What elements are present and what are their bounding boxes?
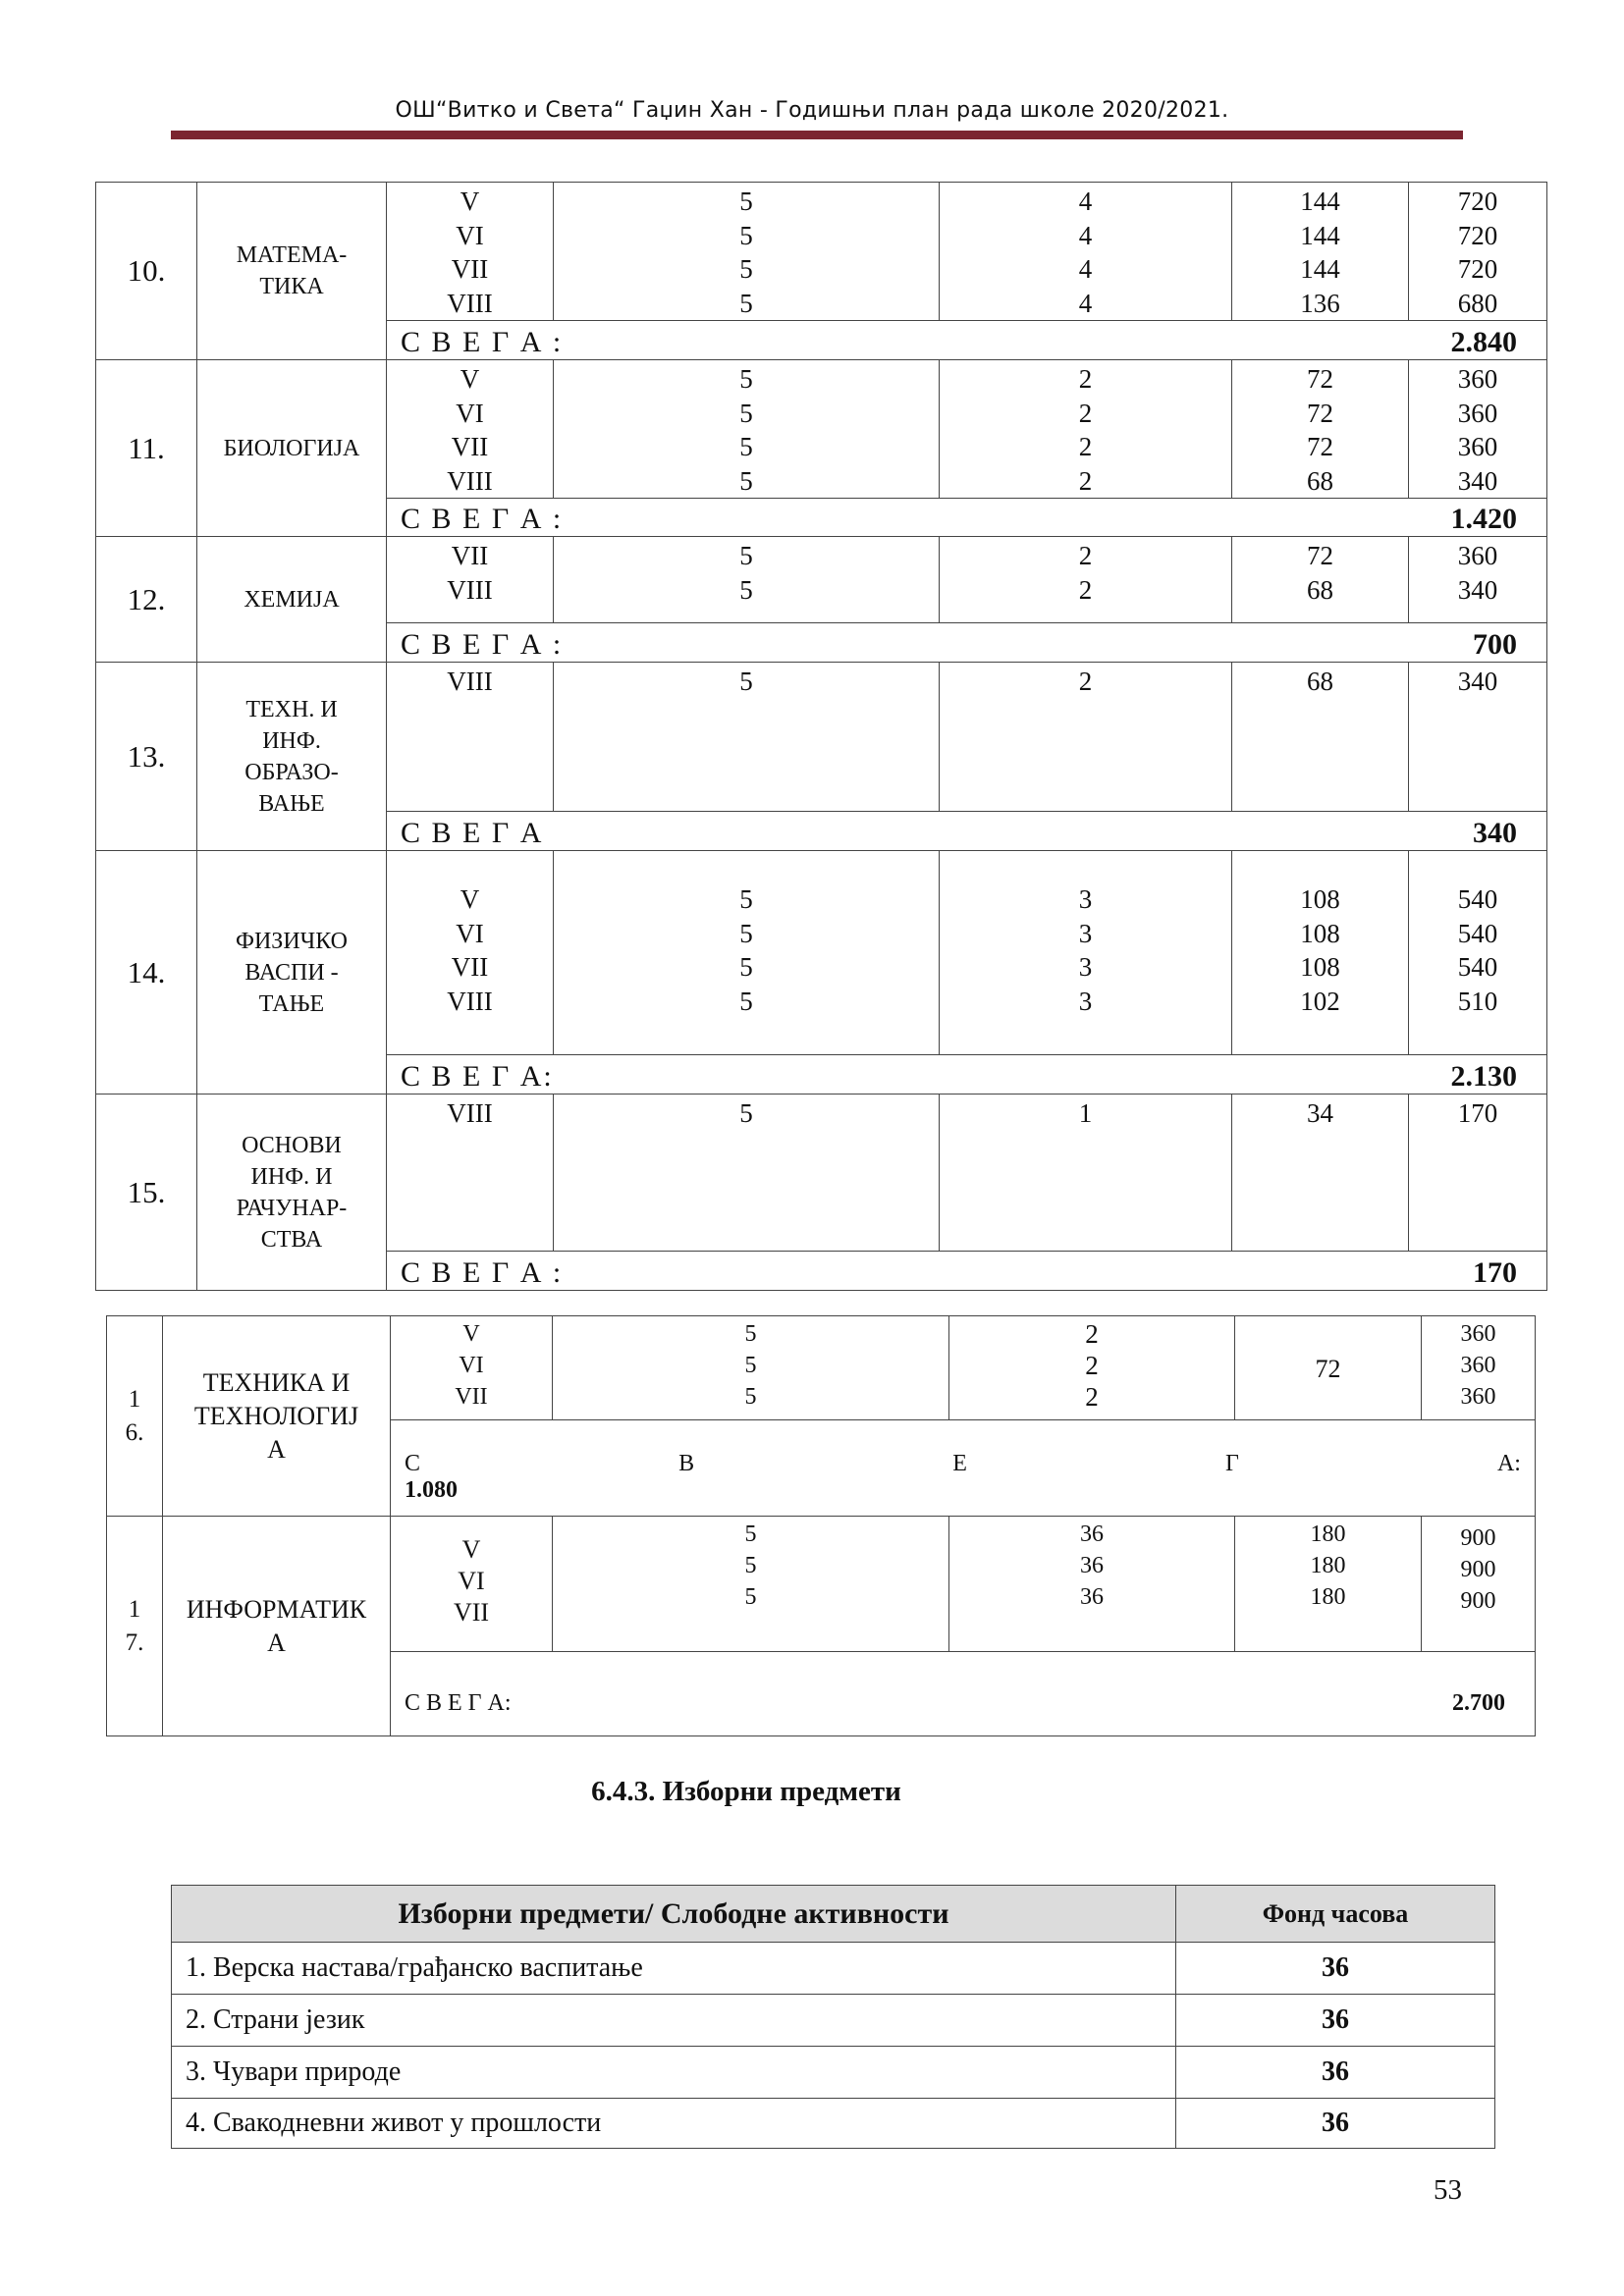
subject-row: [96, 1095, 1547, 1252]
subject-row: [96, 851, 1547, 1055]
total-label: С В Е Г А :: [401, 628, 564, 661]
col-a-value: 5: [739, 918, 753, 948]
col-a-value: 5: [739, 574, 753, 605]
col-c-value: 68: [1307, 465, 1333, 496]
subject-row: [96, 183, 1547, 321]
subject-name-line: СТВА: [260, 1226, 323, 1253]
subject-name-line: ТАЊЕ: [258, 990, 325, 1017]
subject-number-line: 7.: [125, 1629, 144, 1656]
col-d-cell: [1409, 183, 1547, 321]
grades-cell: [387, 360, 554, 499]
grades-cell: [391, 1316, 553, 1420]
subject-total: [387, 321, 1547, 360]
col-a-value: 5: [739, 986, 753, 1016]
col-d-cell: [1409, 360, 1547, 499]
total-letter: В: [678, 1450, 695, 1476]
grade: V: [461, 1535, 481, 1564]
subject-name-line: ИНФОРМАТИК: [186, 1594, 367, 1624]
col-d-value: 360: [1460, 1384, 1496, 1410]
subject-number: 14.: [96, 851, 197, 1095]
total-label: С В Е Г А :: [401, 1256, 564, 1289]
subject-name-line: ХЕМИЈА: [244, 586, 340, 613]
total-value: 700: [1473, 628, 1517, 661]
col-b-value: 36: [1080, 1522, 1104, 1547]
subject-number: 10.: [96, 183, 197, 360]
electives-table: [171, 1885, 1495, 2149]
col-b-value: 3: [1078, 952, 1093, 982]
col-c-value: 136: [1300, 288, 1340, 318]
subject-total: [387, 623, 1547, 663]
col-a-value: 5: [739, 1098, 753, 1128]
col-a-value: 5: [739, 187, 753, 216]
col-d-value: 540: [1457, 884, 1498, 914]
subject-total: [387, 1055, 1547, 1095]
col-d-value: 540: [1457, 952, 1498, 982]
total-label: С В Е Г А :: [401, 503, 564, 535]
col-d-value: 170: [1457, 1098, 1498, 1128]
col-c-value: 102: [1300, 986, 1340, 1016]
col-a-value: 5: [739, 398, 753, 428]
col-d-value: 720: [1457, 254, 1498, 284]
col-a-cell: [553, 1316, 949, 1420]
col-d-value: 360: [1457, 432, 1498, 461]
col-b-cell: [949, 1316, 1235, 1420]
elective-hours: 36: [1176, 2099, 1495, 2149]
grade: VI: [456, 220, 484, 250]
subject-name-line: ИНФ.: [262, 727, 321, 754]
col-d-cell: [1409, 851, 1547, 1055]
grade: VIII: [447, 574, 493, 605]
grade: VI: [456, 398, 484, 428]
total-value: 2.840: [1450, 326, 1517, 358]
subjects-table: [95, 182, 1547, 1291]
subject-row: [107, 1316, 1536, 1420]
col-c-value: 180: [1310, 1522, 1346, 1547]
electives-header-name: Изборни предмети/ Слободне активности: [172, 1886, 1176, 1943]
col-c-value: 68: [1307, 667, 1333, 696]
col-a-value: 5: [739, 952, 753, 982]
elective-row: [172, 1943, 1495, 1995]
grade: VII: [453, 1598, 490, 1627]
col-d-cell: [1422, 1316, 1536, 1420]
subject-name: [163, 1316, 391, 1517]
col-c-cell: [1232, 537, 1409, 623]
subject-number: 13.: [96, 663, 197, 851]
col-b-cell: [940, 183, 1232, 321]
col-b-value: 2: [1078, 667, 1093, 696]
elective-row: [172, 2047, 1495, 2099]
col-b-value: 4: [1078, 187, 1093, 216]
col-c-value: 108: [1300, 884, 1340, 914]
grades-cell: [387, 183, 554, 321]
col-d-value: 510: [1457, 986, 1498, 1016]
total-value: 2.700: [1452, 1690, 1505, 1716]
col-a-value: 5: [739, 541, 753, 570]
subject-number-line: 1: [128, 1385, 141, 1413]
subject-name-line: МАТЕМА-: [236, 242, 348, 268]
col-c-value: 108: [1300, 918, 1340, 948]
col-c-value: 72: [1307, 398, 1333, 428]
subjects-table-2: [106, 1315, 1536, 1736]
subject-name: [197, 183, 387, 360]
col-d-value: 340: [1457, 574, 1498, 605]
col-b-value: 2: [1078, 432, 1093, 461]
grade: VI: [459, 1353, 484, 1378]
total-letter: С: [405, 1450, 421, 1476]
col-b-value: 4: [1078, 254, 1093, 284]
col-c-value: 144: [1300, 187, 1340, 216]
col-d-value: 340: [1457, 465, 1498, 496]
col-a-cell: [554, 360, 940, 499]
subject-row: [96, 360, 1547, 499]
total-value: 1.080: [405, 1476, 458, 1503]
col-c-cell: [1232, 183, 1409, 321]
col-b-value: 4: [1078, 288, 1093, 318]
col-b-value: 2: [1078, 398, 1093, 428]
subject-name-line: ОБРАЗО-: [244, 759, 339, 785]
grade: V: [460, 884, 480, 914]
grade: VI: [456, 918, 484, 948]
col-c-cell: [1232, 851, 1409, 1055]
subject-number: 15.: [96, 1095, 197, 1291]
col-a-cell: [554, 851, 940, 1055]
col-c-value: 72: [1315, 1354, 1341, 1383]
col-b-value: 2: [1085, 1319, 1099, 1349]
col-b-cell: [940, 537, 1232, 623]
subject-name-line: ОСНОВИ: [242, 1132, 342, 1158]
subject-name: [197, 360, 387, 537]
col-c-value: 108: [1300, 952, 1340, 982]
col-b-value: 2: [1078, 465, 1093, 496]
grade: VI: [458, 1567, 485, 1595]
col-b-value: 36: [1080, 1584, 1104, 1610]
col-c-cell: [1232, 663, 1409, 812]
subject-total: [391, 1652, 1536, 1736]
subject-name: [197, 663, 387, 851]
col-b-value: 2: [1078, 364, 1093, 394]
total-value: 2.130: [1450, 1060, 1517, 1093]
grades-cell: [391, 1517, 553, 1652]
total-value: 1.420: [1450, 503, 1517, 535]
total-value: 170: [1473, 1256, 1517, 1289]
col-c-value: 144: [1300, 220, 1340, 250]
grade: V: [460, 187, 480, 216]
col-b-cell: [940, 663, 1232, 812]
col-a-cell: [554, 663, 940, 812]
col-c-cell: [1232, 360, 1409, 499]
total-letter: А:: [1496, 1450, 1521, 1476]
col-a-value: 5: [744, 1321, 757, 1347]
col-a-value: 5: [744, 1353, 757, 1378]
col-b-cell: [940, 851, 1232, 1055]
col-c-value: 180: [1310, 1553, 1346, 1578]
elective-hours: 36: [1176, 1943, 1495, 1995]
col-d-value: 360: [1457, 541, 1498, 570]
col-c-cell: [1235, 1316, 1422, 1420]
col-b-value: 1: [1078, 1098, 1093, 1128]
col-d-cell: [1409, 1095, 1547, 1252]
subject-number: 12.: [96, 537, 197, 663]
elective-name: 3. Чувари природе: [172, 2047, 1176, 2099]
subject-name-line: РАЧУНАР-: [236, 1195, 348, 1221]
col-d-value: 900: [1460, 1525, 1496, 1551]
col-d-value: 900: [1460, 1557, 1496, 1582]
grade: VIII: [447, 1098, 493, 1128]
subject-name: [163, 1517, 391, 1736]
grades-cell: [387, 663, 554, 812]
col-a-value: 5: [739, 884, 753, 914]
total-label: С В Е Г А: [401, 817, 544, 849]
subject-name: [197, 537, 387, 663]
subject-name-line: ТЕХН. И: [245, 696, 338, 722]
subject-name-line: ТЕХНИКА И: [202, 1367, 351, 1397]
grade: VII: [451, 432, 489, 461]
col-a-value: 5: [739, 364, 753, 394]
subject-name-line: ВАСПИ -: [244, 959, 339, 986]
subject-total: [387, 499, 1547, 537]
page-number: 53: [1434, 2174, 1462, 2206]
subject-number: [107, 1316, 163, 1517]
col-c-value: 144: [1300, 254, 1340, 284]
total-label: С В Е Г А:: [405, 1690, 512, 1716]
grade: VII: [451, 952, 489, 982]
grade: V: [460, 364, 480, 394]
elective-hours: 36: [1176, 1995, 1495, 2047]
col-c-value: 72: [1307, 364, 1333, 394]
subject-name-line: А: [267, 1434, 286, 1464]
col-b-value: 2: [1078, 574, 1093, 605]
col-a-value: 5: [739, 465, 753, 496]
subject-number: 11.: [96, 360, 197, 537]
col-a-value: 5: [739, 288, 753, 318]
col-c-value: 72: [1307, 541, 1333, 570]
col-d-value: 720: [1457, 220, 1498, 250]
col-c-value: 34: [1307, 1098, 1333, 1128]
col-b-value: 2: [1085, 1351, 1099, 1380]
grade: VII: [451, 254, 489, 284]
header-rule: [171, 131, 1463, 139]
subject-name: [197, 1095, 387, 1291]
col-a-cell: [553, 1517, 949, 1652]
grades-cell: [387, 537, 554, 623]
col-b-value: 3: [1078, 986, 1093, 1016]
col-d-cell: [1422, 1517, 1536, 1652]
subject-name-line: ФИЗИЧКО: [236, 928, 348, 954]
subject-name-line: ИНФ. И: [250, 1163, 333, 1190]
col-d-cell: [1409, 663, 1547, 812]
col-c-value: 72: [1307, 432, 1333, 461]
page-header: ОШ“Витко и Света“ Гаџин Хан - Годишњи план рада школе 2020/2021.: [395, 98, 1229, 123]
col-a-value: 5: [739, 220, 753, 250]
subject-name-line: А: [267, 1628, 286, 1657]
col-a-value: 5: [739, 254, 753, 284]
col-d-value: 360: [1460, 1321, 1496, 1347]
col-d-value: 340: [1457, 667, 1498, 696]
grade: V: [462, 1321, 480, 1347]
subject-name-line: ТЕХНОЛОГИЈ: [193, 1401, 359, 1430]
elective-name: 4. Свакодневни живот у прошлости: [172, 2099, 1176, 2149]
total-letter: Е: [952, 1450, 967, 1476]
col-d-cell: [1409, 537, 1547, 623]
col-d-value: 360: [1457, 364, 1498, 394]
col-c-value: 68: [1307, 574, 1333, 605]
col-a-value: 5: [744, 1553, 757, 1578]
col-a-value: 5: [744, 1522, 757, 1547]
subject-row: [96, 663, 1547, 812]
col-b-value: 2: [1078, 541, 1093, 570]
subject-total: [387, 812, 1547, 851]
col-d-value: 680: [1457, 288, 1498, 318]
subject-number-line: 6.: [125, 1418, 144, 1446]
elective-row: [172, 1995, 1495, 2047]
total-label: С В Е Г А:: [401, 1060, 554, 1093]
grade: VII: [451, 541, 489, 570]
col-a-value: 5: [739, 667, 753, 696]
grade: VII: [455, 1384, 488, 1410]
col-a-value: 5: [739, 432, 753, 461]
grades-cell: [387, 1095, 554, 1252]
total-label-spread: [391, 1451, 1535, 1477]
total-value: 340: [1473, 817, 1517, 849]
subject-row: [107, 1517, 1536, 1652]
col-d-value: 900: [1460, 1588, 1496, 1614]
col-a-cell: [554, 1095, 940, 1252]
subject-name-line: ТИКА: [259, 274, 324, 299]
grade: VIII: [447, 986, 493, 1016]
col-d-value: 540: [1457, 918, 1498, 948]
col-b-value: 4: [1078, 220, 1093, 250]
grade: VIII: [447, 288, 493, 318]
electives-header-hours: Фонд часова: [1176, 1886, 1495, 1943]
col-d-value: 720: [1457, 187, 1498, 216]
subject-number-line: 1: [128, 1595, 141, 1623]
col-c-cell: [1232, 1095, 1409, 1252]
col-c-cell: [1235, 1517, 1422, 1652]
subject-number: [107, 1517, 163, 1736]
col-d-value: 360: [1460, 1353, 1496, 1378]
col-a-cell: [554, 537, 940, 623]
subject-name: [197, 851, 387, 1095]
grade: VIII: [447, 667, 493, 696]
subject-name-line: ВАЊЕ: [258, 790, 325, 817]
col-d-value: 360: [1457, 398, 1498, 428]
col-b-cell: [940, 360, 1232, 499]
subject-row: [96, 537, 1547, 623]
col-a-value: 5: [744, 1384, 757, 1410]
col-b-value: 3: [1078, 918, 1093, 948]
section-title: 6.4.3. Изборни предмети: [591, 1776, 901, 1807]
col-b-cell: [940, 1095, 1232, 1252]
col-b-value: 3: [1078, 884, 1093, 914]
elective-hours: 36: [1176, 2047, 1495, 2099]
total-label: С В Е Г А :: [401, 326, 564, 358]
subject-total: [391, 1420, 1536, 1517]
subject-name-line: БИОЛОГИЈА: [223, 435, 360, 461]
col-a-cell: [554, 183, 940, 321]
elective-name: 1. Верска настава/грађанско васпитање: [172, 1943, 1176, 1995]
total-letter: Г: [1224, 1450, 1239, 1476]
col-c-value: 180: [1310, 1584, 1346, 1610]
col-a-value: 5: [744, 1584, 757, 1610]
col-b-cell: [949, 1517, 1235, 1652]
subject-total: [387, 1252, 1547, 1291]
col-b-value: 36: [1080, 1553, 1104, 1578]
col-b-value: 2: [1085, 1382, 1099, 1412]
elective-name: 2. Страни језик: [172, 1995, 1176, 2047]
grades-cell: [387, 851, 554, 1055]
elective-row: [172, 2099, 1495, 2149]
grade: VIII: [447, 465, 493, 496]
